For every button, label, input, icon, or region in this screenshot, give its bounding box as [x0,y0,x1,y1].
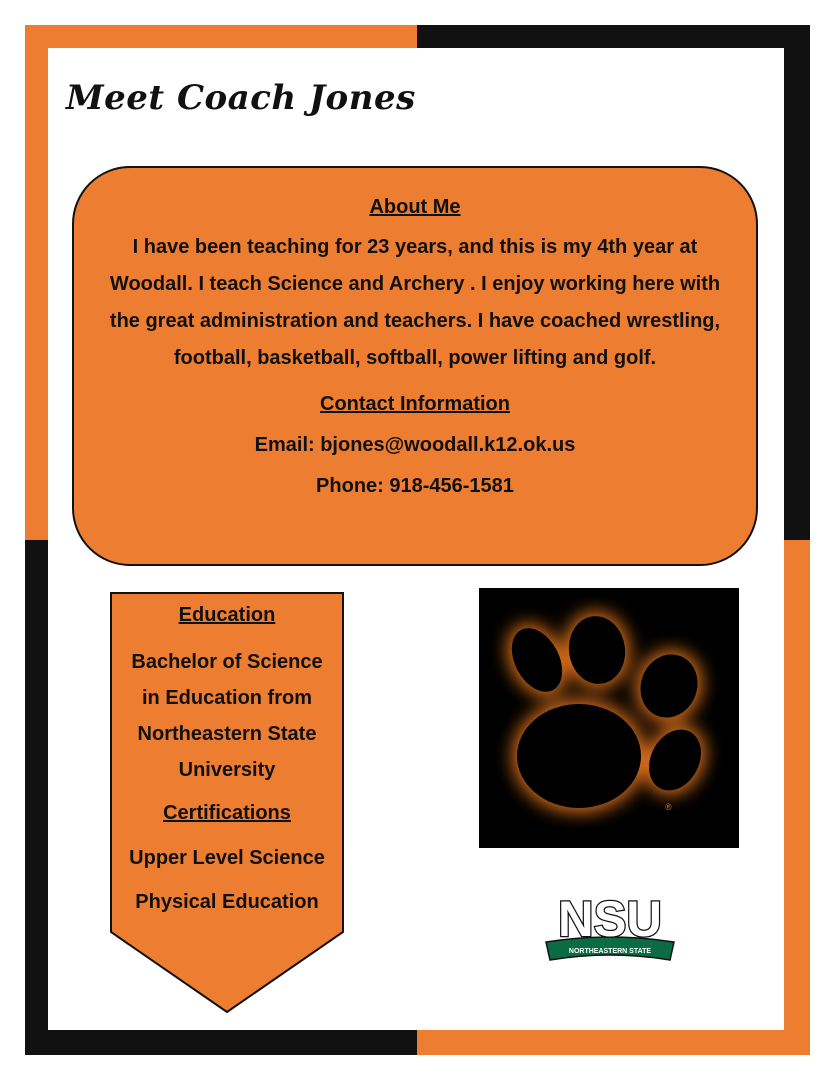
education-line: Northeastern State [137,723,317,745]
about-me-box [72,166,758,566]
nsu-banner-text: NORTHEASTERN STATE [568,948,652,955]
education-line: in Education from [142,687,312,709]
pennant-text [110,592,344,920]
education-lines [110,644,344,788]
education-line: Bachelor of Science [131,651,323,673]
contact-heading: Contact Information [320,393,510,415]
contact-phone: Phone: 918-456-1581 [316,475,514,497]
tiger-paw-image [479,588,739,848]
contact-email: Email: bjones@woodall.k12.ok.us [254,434,576,456]
tiger-paw-icon [479,588,739,848]
about-heading: About Me [369,196,461,218]
certifications-heading: Certifications [163,802,291,824]
certification-item: Physical Education [135,891,319,913]
frame-bottom-black [25,1030,417,1055]
certification-item: Upper Level Science [129,847,325,869]
about-text: I have been teaching for 23 years, and this is my 4th year at Woodall. I teach Science and Archery . I enjoy working here with the great administration and teachers. I have coached wrestling, football, basketball, softball, power lifting and golf. [109,236,721,369]
education-pennant [110,592,344,1012]
frame-left-orange [25,25,48,540]
page-title: Meet Coach Jones [66,78,416,118]
nsu-logo-icon [540,884,680,966]
frame-top-black [417,25,810,48]
registered-mark: ® [665,802,672,812]
frame-right-orange [784,540,810,1055]
nsu-logo [540,884,680,966]
education-heading: Education [178,604,276,626]
frame-bottom-orange [417,1030,810,1055]
education-line: University [178,759,276,781]
frame-left-black [25,540,48,1055]
nsu-letters: NSU [558,891,662,947]
frame-right-black [784,25,810,540]
frame-top-orange [25,25,417,48]
